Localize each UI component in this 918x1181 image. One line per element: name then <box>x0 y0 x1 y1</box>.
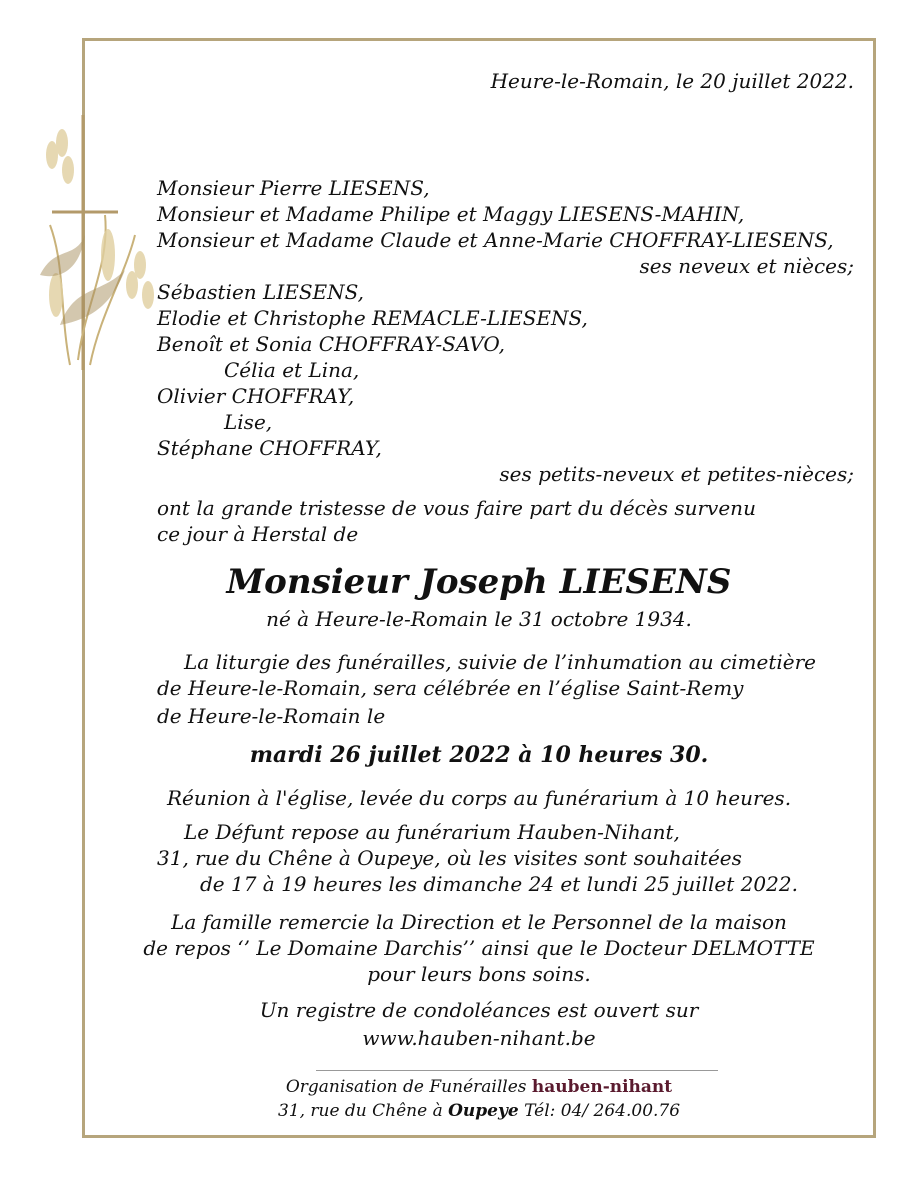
thanks-line: pour leurs bons soins. <box>367 962 591 986</box>
family-line: Célia et Lina, <box>224 358 360 382</box>
wheat-cross-icon <box>30 95 160 375</box>
ceremony-line: de Heure-le-Romain, sera célébrée en l’église Saint-Remy <box>157 676 744 700</box>
family-line: Elodie et Christophe REMACLE-LIESENS, <box>157 306 588 330</box>
family-line: Sébastien LIESENS, <box>157 280 364 304</box>
visits-line: de 17 à 19 heures les dimanche 24 et lundi 25 juillet 2022. <box>200 872 798 896</box>
family-line: Stéphane CHOFFRAY, <box>157 436 382 460</box>
deceased-birth: né à Heure-le-Romain le 31 octobre 1934. <box>266 607 692 631</box>
reunion-info: Réunion à l'église, levée du corps au funérarium à 10 heures. <box>166 786 792 810</box>
family-line: Monsieur et Madame Claude et Anne-Marie CHOFFRAY-LIESENS, <box>157 228 834 252</box>
announcement-line: ont la grande tristesse de vous faire part du décès survenu <box>157 496 756 520</box>
footer-address <box>82 1100 876 1122</box>
ceremony-line: La liturgie des funérailles, suivie de l’inhumation au cimetière <box>184 650 817 674</box>
brand-logo: hauben-nihant <box>531 1077 673 1097</box>
family-line: Lise, <box>224 410 273 434</box>
footer-phone: Tél: 04/ 264.00.76 <box>524 1101 681 1121</box>
family-relation: ses petits-neveux et petites-nièces; <box>499 462 854 486</box>
family-relation: ses neveux et nièces; <box>639 254 854 278</box>
deceased-name: Monsieur Joseph LIESENS <box>226 562 732 602</box>
footer-org <box>82 1076 876 1098</box>
condolences-text: Un registre de condoléances est ouvert sur <box>259 998 699 1022</box>
thanks-line: La famille remercie la Direction et le Personnel de la maison <box>171 910 787 934</box>
visits-line: Le Défunt repose au funérarium Hauben-Nihant, <box>184 820 680 844</box>
condolences-url[interactable]: www.hauben-nihant.be <box>362 1026 596 1050</box>
footer-divider <box>316 1070 718 1071</box>
ceremony-line: de Heure-le-Romain le <box>157 704 386 728</box>
footer-address-prefix: 31, rue du Chêne à <box>277 1101 443 1121</box>
family-line: Monsieur Pierre LIESENS, <box>157 176 430 200</box>
family-line: Olivier CHOFFRAY, <box>157 384 355 408</box>
footer-town: Oupeye <box>448 1101 519 1121</box>
family-line: Monsieur et Madame Philipe et Maggy LIESENS-MAHIN, <box>157 202 745 226</box>
place-date: Heure-le-Romain, le 20 juillet 2022. <box>490 69 854 93</box>
announcement-line: ce jour à Herstal de <box>157 522 359 546</box>
visits-line: 31, rue du Chêne à Oupeye, où les visites sont souhaitées <box>157 846 742 870</box>
ceremony-date: mardi 26 juillet 2022 à 10 heures 30. <box>249 742 709 768</box>
footer-org-prefix: Organisation de Funérailles <box>285 1077 527 1097</box>
family-line: Benoît et Sonia CHOFFRAY-SAVO, <box>157 332 505 356</box>
thanks-line: de repos ‘’ Le Domaine Darchis’’ ainsi que le Docteur DELMOTTE <box>143 936 815 960</box>
